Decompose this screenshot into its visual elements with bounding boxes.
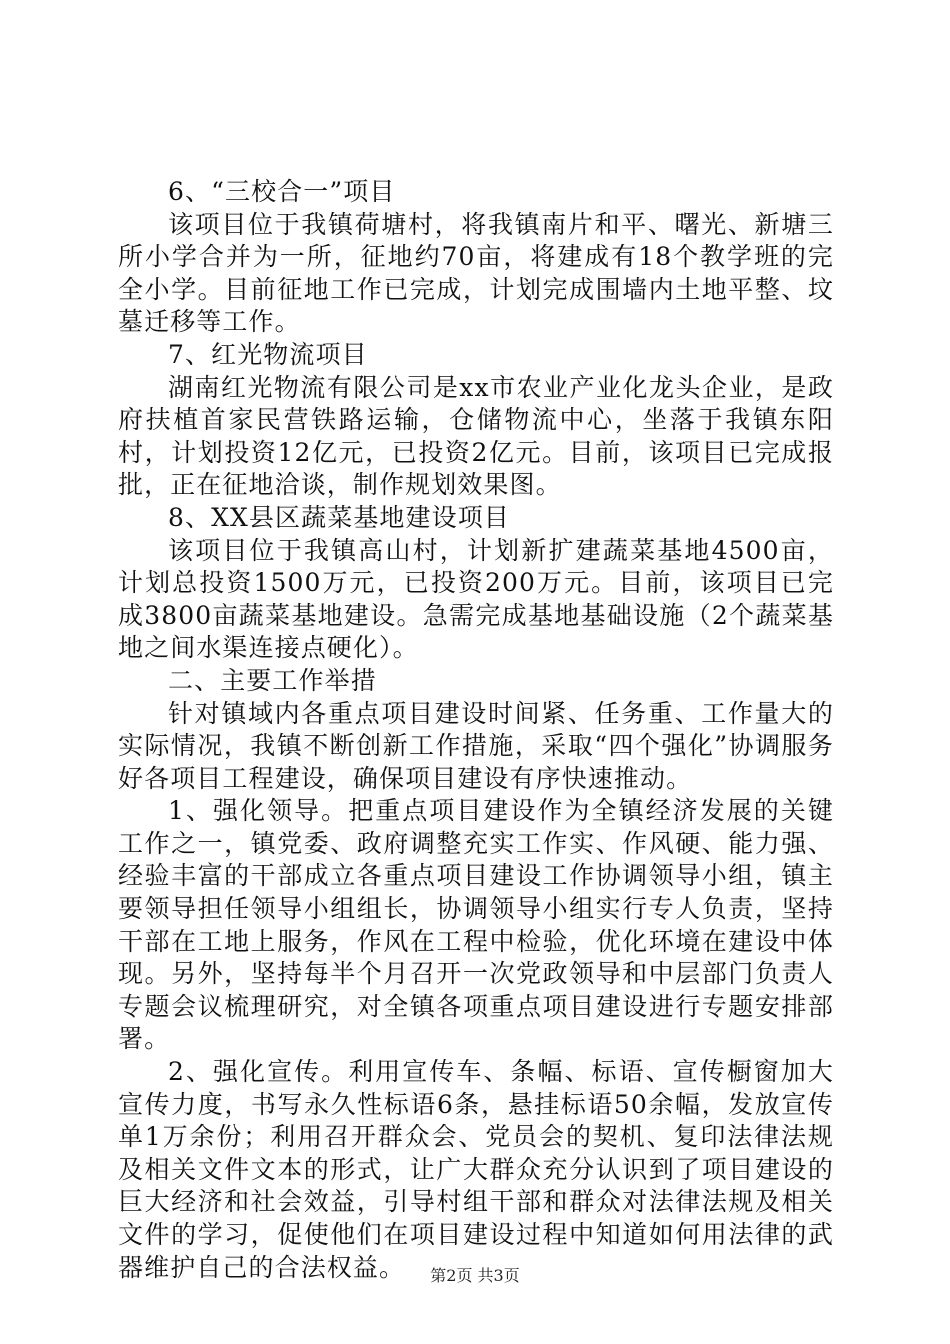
paragraph-measure-leadership: 1、强化领导。把重点项目建设作为全镇经济发展的关键工作之一，镇党委、政府调整充实工作实、作风硬、能力强、经验丰富的干部成立各重点项目建设工作协调领导小组，镇主要领导担任领导小组组长，协调领导小组实行专人负责，坚持干部在工地上服务，作风在工程中检验，优化环境在建设中体现。另外，坚持每半个月召开一次党政领导和中层部门负责人专题会议梳理研究，对全镇各项重点项目建设进行专题安排部署。 (118, 796, 834, 1054)
paragraph-project-6: 该项目位于我镇荷塘村，将我镇南片和平、曙光、新塘三所小学合并为一所，征地约70亩，将建成有18个教学班的完全小学。目前征地工作已完成，计划完成围墙内土地平整、坟墓迁移等工作。 (118, 209, 834, 337)
document-body (118, 176, 834, 1284)
section-heading-measures: 二、主要工作举措 (168, 665, 377, 695)
section-heading-6: 6、“三校合一”项目 (168, 177, 396, 206)
paragraph-project-7: 湖南红光物流有限公司是xx市农业产业化龙头企业，是政府扶植首家民营铁路运输，仓储物流中心，坐落于我镇东阳村，计划投资12亿元，已投资2亿元。目前，该项目已完成报批，正在征地洽谈，制作规划效果图。 (118, 372, 834, 500)
paragraph-measures-intro: 针对镇域内各重点项目建设时间紧、任务重、工作量大的实际情况，我镇不断创新工作措施，采取“四个强化”协调服务好各项目工程建设，确保项目建设有序快速推动。 (118, 698, 834, 793)
page-footer: 第2页 共3页 (430, 1266, 520, 1285)
section-heading-8: 8、XX县区蔬菜基地建设项目 (168, 502, 510, 532)
section-heading-7: 7、红光物流项目 (168, 339, 368, 369)
paragraph-measure-publicity: 2、强化宣传。利用宣传车、条幅、标语、宣传橱窗加大宣传力度，书写永久性标语6条，悬挂标语50余幅，发放宣传单1万余份；利用召开群众会、党员会的契机、复印法律法规及相关文件文本的形式，让广大群众充分认识到了项目建设的巨大经济和社会效益，引导村组干部和群众对法律法规及相关文件的学习，促使他们在项目建设过程中知道如何用法律的武器维护自己的合法权益。 (118, 1057, 834, 1282)
paragraph-project-8: 该项目位于我镇高山村，计划新扩建蔬菜基地4500亩，计划总投资1500万元，已投资200万元。目前，该项目已完成3800亩蔬菜基地建设。急需完成基地基础设施（2个蔬菜基地之间水渠连接点硬化）。 (118, 535, 834, 663)
